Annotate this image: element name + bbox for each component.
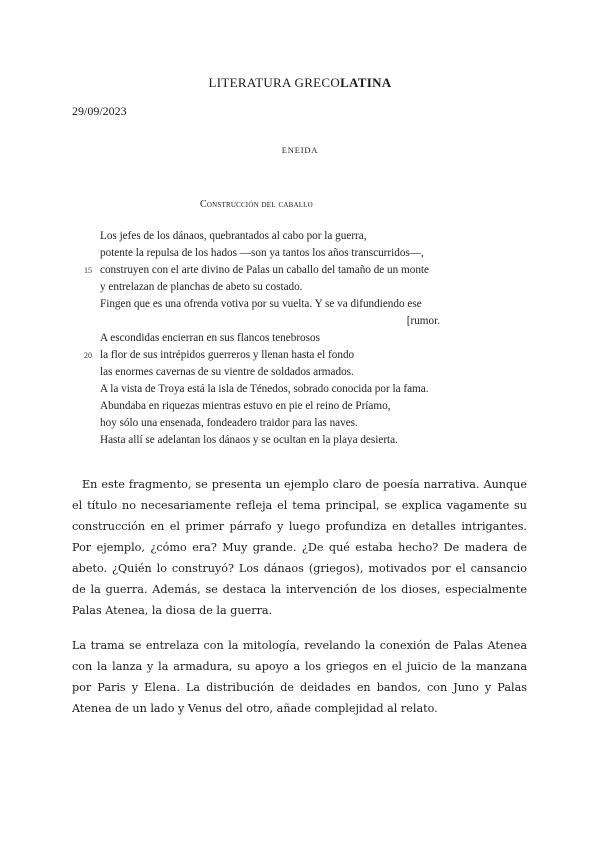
document-title bbox=[0, 75, 600, 91]
book-title: ENEIDA bbox=[281, 145, 319, 155]
verse-text: la flor de sus intrépidos guerreros y llenan hasta el fondo bbox=[100, 349, 355, 361]
verse-line-continuation: [rumor. bbox=[406, 315, 440, 327]
analysis-paragraph-1: En este fragmento, se presenta un ejemplo claro de poesía narrativa. Aunque el título no necesariamente refleja el tema principal, se explica vagamente su construcción en el primer párrafo y luego profundiza en detalles intrigantes. Por ejemplo, ¿cómo era? Muy grande. ¿De qué estaba hecho? De madera de abeto. ¿Quién lo construyó? Los dánaos (griegos), motivados por el cansancio de la guerra. Además, se destaca la intervención de los dioses, especialmente Palas Atenea, la diosa de la guerra. bbox=[72, 478, 527, 618]
title-bold: LATINA bbox=[340, 75, 392, 90]
verse-line: A escondidas encierran en sus flancos tenebrosos bbox=[100, 332, 320, 344]
line-number: 20 bbox=[84, 351, 92, 360]
document-date: 29/09/2023 bbox=[72, 104, 127, 118]
verse-line: Los jefes de los dánaos, quebrantados al cabo por la guerra, bbox=[100, 230, 367, 242]
verse-text: construyen con el arte divino de Palas un caballo del tamaño de un monte bbox=[100, 264, 429, 276]
verse-line: A la vista de Troya está la isla de Ténedos, sobrado conocida por la fama. bbox=[100, 383, 429, 395]
line-number: 15 bbox=[84, 266, 92, 275]
verse-line: Fingen que es una ofrenda votiva por su vuelta. Y se va difundiendo ese bbox=[100, 298, 422, 310]
verse-line: Abundaba en riquezas mientras estuvo en pie el reino de Príamo, bbox=[100, 400, 391, 412]
verse-line: las enormes cavernas de su vientre de soldados armados. bbox=[100, 366, 354, 378]
section-title: Construcción del caballo bbox=[200, 199, 313, 210]
verse-line: hoy sólo una ensenada, fondeadero traidor para las naves. bbox=[100, 417, 358, 429]
title-plain: LITERATURA GRECO bbox=[208, 75, 341, 90]
analysis-paragraph-2: La trama se entrelaza con la mitología, revelando la conexión de Palas Atenea con la lanza y la armadura, su apoyo a los griegos en el juicio de la manzana por Paris y Elena. La distribución de deidades en bandos, con Juno y Palas Atenea de un lado y Venus del otro, añade complejidad al relato. bbox=[72, 639, 527, 716]
verse-line bbox=[84, 347, 440, 364]
verse-line bbox=[84, 262, 440, 279]
verse-line: potente la repulsa de los hados —son ya tantos los años transcurridos—, bbox=[100, 247, 424, 259]
poem-excerpt bbox=[84, 228, 440, 449]
verse-line: Hasta allí se adelantan los dánaos y se ocultan en la playa desierta. bbox=[100, 434, 398, 446]
verse-line: y entrelazan de planchas de abeto su costado. bbox=[100, 281, 303, 293]
